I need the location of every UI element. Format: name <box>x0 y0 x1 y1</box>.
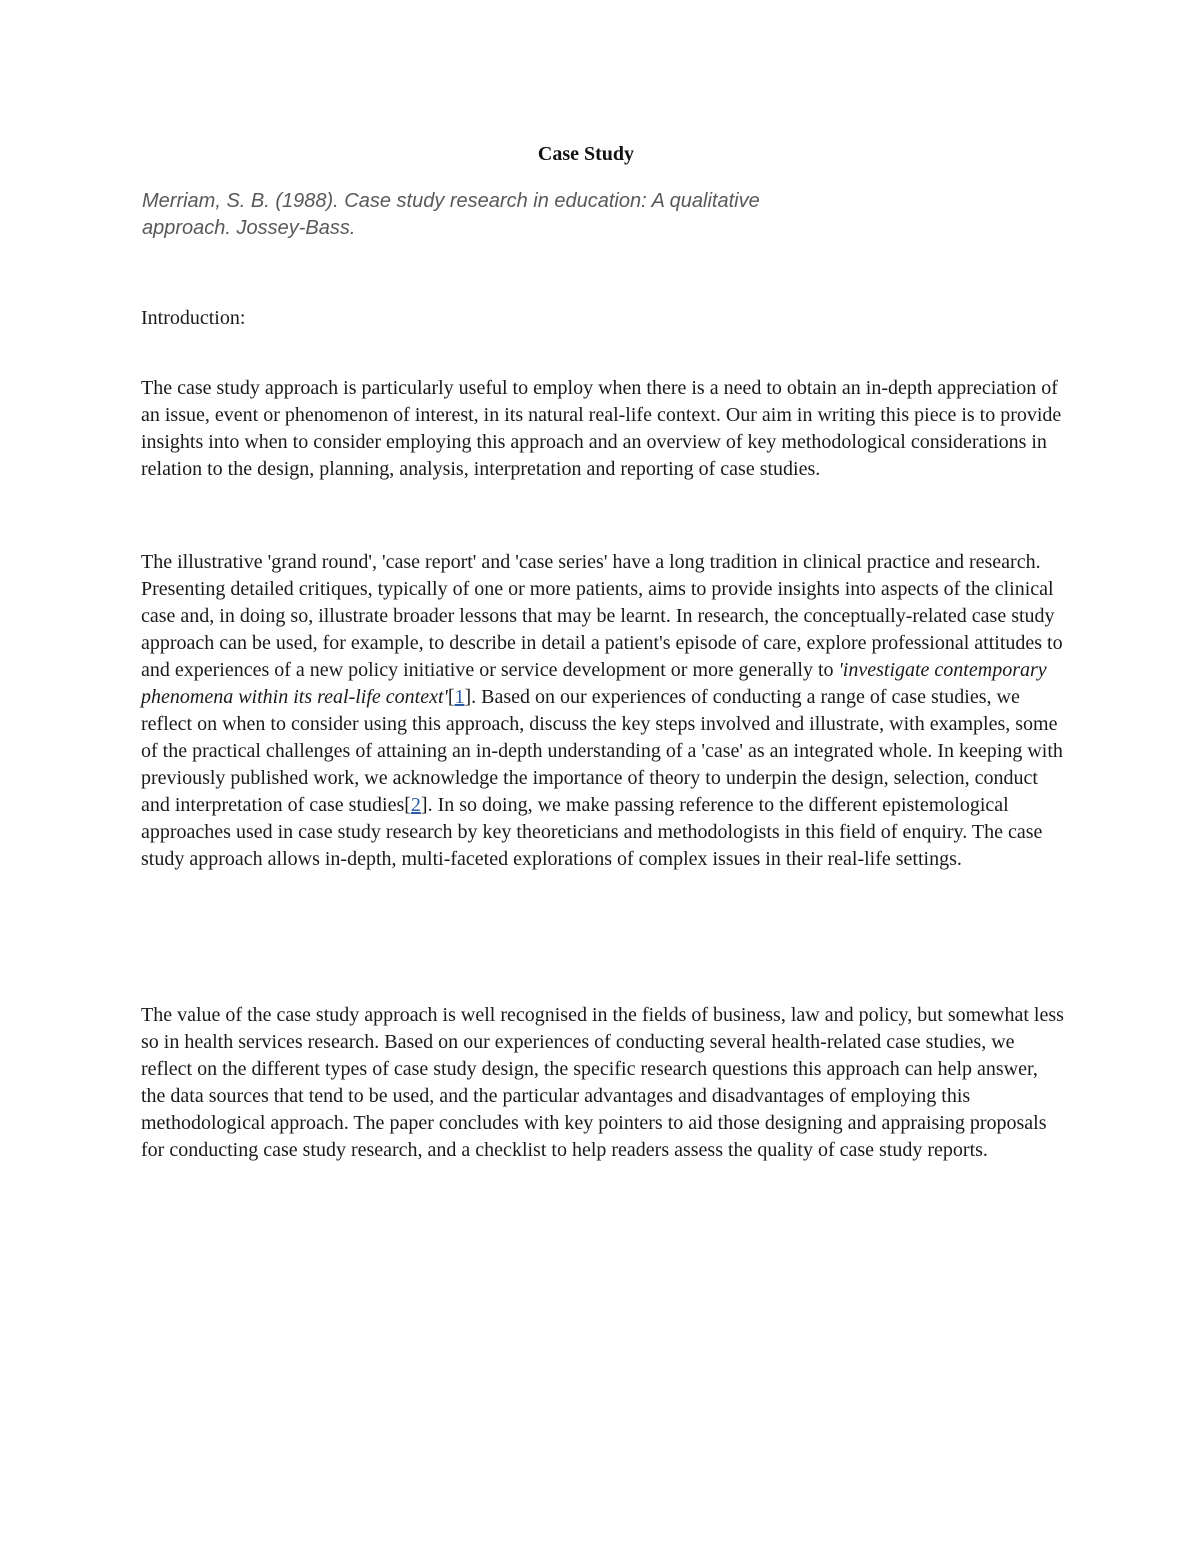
citation-line-2: approach. Jossey-Bass. <box>142 217 356 239</box>
citation <box>142 188 902 242</box>
paragraph-3: The value of the case study approach is well recognised in the fields of business, law and policy, but somewhat less so in health services research. Based on our experiences of conducting several health-related case studies, we reflect on the different types of case study design, the specific research questions this approach can help answer, the data sources that tend to be used, and the particular advantages and disadvantages of employing this methodological approach. The paper concludes with key pointers to aid those designing and appraising proposals for conducting case study research, and a checklist to help readers assess the quality of case study reports. <box>141 1004 1064 1161</box>
intro-heading: Introduction: <box>141 307 246 329</box>
ref-1-open-bracket: [ <box>447 686 455 708</box>
paragraph-2-text-b: . Based on our experiences of conducting a range of case studies, we reflect on when to consider using this approach, discuss the key steps involved and illustrate, with examples, some of the practical challenges of attaining an in-depth understanding of a 'case' as an integrated whole. In keeping with previously published work, we acknowledge the importance of theory to underpin the design, selection, conduct and interpretation of case studies <box>141 686 1063 816</box>
ref-1-close-bracket: ] <box>464 686 472 708</box>
reference-link-2[interactable]: 2 <box>410 794 421 816</box>
citation-line-1: Merriam, S. B. (1988). Case study research in education: A qualitative <box>142 190 760 212</box>
page-title: Case Study <box>537 143 635 165</box>
reference-link-1[interactable]: 1 <box>454 686 465 708</box>
paragraph-1: The case study approach is particularly useful to employ when there is a need to obtain an in-depth appreciation of an issue, event or phenomenon of interest, in its natural real-life context. Our aim in writing this piece is to provide insights into when to consider employing this approach and an overview of key methodological considerations in relation to the design, planning, analysis, interpretation and reporting of case studies. <box>141 377 1062 480</box>
ref-2-open-bracket: [ <box>404 794 411 816</box>
paragraph-2-text-a: The illustrative 'grand round', 'case report' and 'case series' have a long tradition in clinical practice and research. Presenting detailed critiques, typically of one or more patients, aims to provide insights into aspects of the clinical case and, in doing so, illustrate broader lessons that may be learnt. In research, the conceptually-related case study approach can be used, for example, to describe in detail a patient's episode of care, explore professional attitudes to and experiences of a new policy initiative or service development or more generally to <box>141 551 1063 681</box>
paragraph-2-quote: 'investigate contemporary phenomena within its real-life context' <box>141 659 1047 708</box>
paragraph-2-text-c: . In so doing, we make passing reference to the different epistemological approaches used in case study research by key theoreticians and methodologists in this field of enquiry. The case study approach allows in-depth, multi-faceted explorations of complex issues in their real-life settings. <box>141 794 1043 870</box>
paragraph-2 <box>141 549 1066 873</box>
ref-2-close-bracket: ] <box>420 794 428 816</box>
